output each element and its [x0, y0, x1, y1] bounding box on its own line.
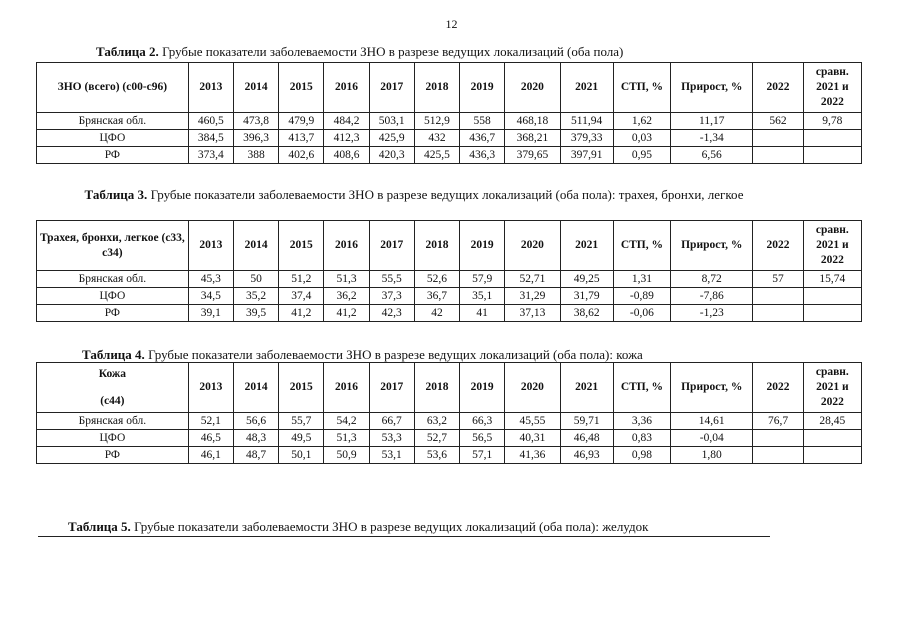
table-cell: 52,71	[505, 271, 560, 288]
table-cell	[753, 147, 803, 164]
column-header: СТП, %	[613, 63, 670, 113]
table-4-caption-text: Грубые показатели заболеваемости ЗНО в разрезе ведущих локализаций (оба пола): кожа	[144, 347, 643, 362]
table-cell: 76,7	[753, 413, 803, 430]
table-row	[37, 430, 862, 447]
table-cell: 397,91	[560, 147, 613, 164]
row-label: РФ	[37, 447, 189, 464]
table-cell: 413,7	[279, 130, 324, 147]
row-label: ЦФО	[37, 430, 189, 447]
table-header-label: Трахея, бронхи, легкое (с33, с34)	[37, 221, 189, 271]
table-2-caption-label: Таблица 2.	[96, 44, 159, 59]
table-3	[36, 220, 862, 322]
column-header: 2013	[188, 363, 233, 413]
column-header: 2013	[188, 221, 233, 271]
table-cell: 6,56	[671, 147, 753, 164]
table-cell: 511,94	[560, 113, 613, 130]
row-label: РФ	[37, 305, 189, 322]
table-cell: 15,74	[803, 271, 861, 288]
column-header: сравн. 2021 и 2022	[803, 363, 861, 413]
column-header: Прирост, %	[671, 63, 753, 113]
table-5-caption-text: Грубые показатели заболеваемости ЗНО в разрезе ведущих локализаций (оба пола): желудок	[130, 519, 649, 534]
table-cell: 46,48	[560, 430, 613, 447]
table-cell: 46,93	[560, 447, 613, 464]
table-row	[37, 271, 862, 288]
table-2-caption	[96, 44, 623, 60]
column-header: сравн. 2021 и 2022	[803, 221, 861, 271]
column-header: 2016	[324, 363, 369, 413]
table-cell: 37,3	[369, 288, 414, 305]
table-cell: 412,3	[324, 130, 369, 147]
table-cell	[803, 430, 861, 447]
table-cell: 3,36	[613, 413, 670, 430]
table-3-caption	[44, 187, 784, 202]
table-cell: -0,04	[671, 430, 753, 447]
column-header: 2016	[324, 221, 369, 271]
table-cell: 52,7	[414, 430, 459, 447]
table-cell	[803, 305, 861, 322]
row-label: ЦФО	[37, 130, 189, 147]
table-cell: 0,03	[613, 130, 670, 147]
table-header-label	[37, 363, 189, 413]
table-cell: 55,7	[279, 413, 324, 430]
table-cell: 0,95	[613, 147, 670, 164]
table-cell: 57,1	[460, 447, 505, 464]
table-cell: 42,3	[369, 305, 414, 322]
table-cell: -1,34	[671, 130, 753, 147]
table-cell: 11,17	[671, 113, 753, 130]
table-cell: 34,5	[188, 288, 233, 305]
table-cell: 368,21	[505, 130, 560, 147]
table-3-caption-text: Грубые показатели заболеваемости ЗНО в разрезе ведущих локализаций (оба пола): трахея, бронхи, легкое	[147, 187, 744, 202]
table-cell: 562	[753, 113, 803, 130]
table-cell	[803, 147, 861, 164]
table-cell: 484,2	[324, 113, 369, 130]
table-cell: 28,45	[803, 413, 861, 430]
table-cell: 45,55	[505, 413, 560, 430]
table-cell: 48,3	[233, 430, 278, 447]
table-cell: 39,5	[233, 305, 278, 322]
table-cell	[753, 288, 803, 305]
column-header: Прирост, %	[671, 363, 753, 413]
column-header: 2018	[414, 63, 459, 113]
table-cell: 41,36	[505, 447, 560, 464]
table-4-caption-label: Таблица 4.	[82, 347, 145, 362]
table-row	[37, 447, 862, 464]
table-row	[37, 147, 862, 164]
table-cell: 432	[414, 130, 459, 147]
header-label-bottom: (с44)	[100, 394, 125, 407]
column-header: 2020	[505, 63, 560, 113]
table-cell: 56,5	[460, 430, 505, 447]
table-cell: 37,4	[279, 288, 324, 305]
table-cell: 503,1	[369, 113, 414, 130]
table-cell: 35,1	[460, 288, 505, 305]
page-number: 12	[445, 17, 458, 31]
column-header: 2017	[369, 363, 414, 413]
row-label: Брянская обл.	[37, 271, 189, 288]
table-cell: 402,6	[279, 147, 324, 164]
table-cell: 39,1	[188, 305, 233, 322]
table-cell: 49,25	[560, 271, 613, 288]
table-3-caption-label: Таблица 3.	[84, 187, 148, 202]
header-label-top: Кожа	[98, 367, 127, 380]
table-cell: 52,6	[414, 271, 459, 288]
table-cell: 57,9	[460, 271, 505, 288]
table-row	[37, 413, 862, 430]
table-cell: 38,62	[560, 305, 613, 322]
column-header: 2016	[324, 63, 369, 113]
table-cell: 53,1	[369, 447, 414, 464]
table-4	[36, 362, 862, 464]
table-cell: 51,3	[324, 271, 369, 288]
table-5-caption-label: Таблица 5.	[68, 519, 131, 534]
table-cell: 41,2	[324, 305, 369, 322]
table-cell: 1,62	[613, 113, 670, 130]
table-cell: 379,33	[560, 130, 613, 147]
table-cell: 425,9	[369, 130, 414, 147]
column-header: Прирост, %	[671, 221, 753, 271]
table-cell: 8,72	[671, 271, 753, 288]
table-cell: 1,31	[613, 271, 670, 288]
table-cell: -7,86	[671, 288, 753, 305]
table-cell: 396,3	[233, 130, 278, 147]
table-cell: 50	[233, 271, 278, 288]
column-header: 2019	[460, 363, 505, 413]
column-header: 2019	[460, 63, 505, 113]
table-cell: 41,2	[279, 305, 324, 322]
table-cell	[753, 447, 803, 464]
column-header: 2022	[753, 363, 803, 413]
table-cell: 9,78	[803, 113, 861, 130]
table-cell: -1,23	[671, 305, 753, 322]
column-header: 2019	[460, 221, 505, 271]
table-cell: 425,5	[414, 147, 459, 164]
table-cell: -0,89	[613, 288, 670, 305]
table-5-caption	[68, 519, 648, 535]
table-cell: 52,1	[188, 413, 233, 430]
table-cell: 31,79	[560, 288, 613, 305]
column-header: 2017	[369, 63, 414, 113]
table-cell: 53,3	[369, 430, 414, 447]
table-cell: 408,6	[324, 147, 369, 164]
table-row	[37, 288, 862, 305]
column-header: 2018	[414, 363, 459, 413]
table-cell: 35,2	[233, 288, 278, 305]
table-header-row	[37, 221, 862, 271]
row-label: ЦФО	[37, 288, 189, 305]
column-header: 2013	[188, 63, 233, 113]
column-header: 2021	[560, 363, 613, 413]
column-header: 2022	[753, 63, 803, 113]
table-cell: 379,65	[505, 147, 560, 164]
column-header: 2014	[233, 221, 278, 271]
column-header: 2021	[560, 221, 613, 271]
column-header: 2017	[369, 221, 414, 271]
table-cell: 66,7	[369, 413, 414, 430]
table-cell: 41	[460, 305, 505, 322]
table-cell: 468,18	[505, 113, 560, 130]
table-cell: 460,5	[188, 113, 233, 130]
table-cell: 0,83	[613, 430, 670, 447]
divider	[38, 536, 770, 537]
column-header: 2020	[505, 221, 560, 271]
table-cell: 473,8	[233, 113, 278, 130]
table-cell: 45,3	[188, 271, 233, 288]
table-cell: 48,7	[233, 447, 278, 464]
table-4-caption	[82, 347, 643, 363]
table-cell	[803, 130, 861, 147]
table-cell: 54,2	[324, 413, 369, 430]
table-cell	[753, 130, 803, 147]
table-cell: 40,31	[505, 430, 560, 447]
table-cell: 36,2	[324, 288, 369, 305]
column-header: сравн. 2021 и 2022	[803, 63, 861, 113]
table-cell: -0,06	[613, 305, 670, 322]
table-cell: 63,2	[414, 413, 459, 430]
table-cell: 14,61	[671, 413, 753, 430]
column-header: 2022	[753, 221, 803, 271]
table-cell: 388	[233, 147, 278, 164]
row-label: РФ	[37, 147, 189, 164]
table-cell: 36,7	[414, 288, 459, 305]
table-cell: 56,6	[233, 413, 278, 430]
column-header: 2020	[505, 363, 560, 413]
table-cell: 384,5	[188, 130, 233, 147]
table-cell: 1,80	[671, 447, 753, 464]
table-header-row	[37, 63, 862, 113]
table-cell	[753, 305, 803, 322]
table-cell: 51,3	[324, 430, 369, 447]
table-2-caption-text: Грубые показатели заболеваемости ЗНО в разрезе ведущих локализаций (оба пола)	[158, 44, 624, 59]
column-header: 2015	[279, 221, 324, 271]
table-cell	[753, 430, 803, 447]
table-cell: 46,1	[188, 447, 233, 464]
table-cell: 55,5	[369, 271, 414, 288]
column-header: 2014	[233, 63, 278, 113]
table-row	[37, 305, 862, 322]
table-cell: 46,5	[188, 430, 233, 447]
table-cell: 479,9	[279, 113, 324, 130]
column-header: 2018	[414, 221, 459, 271]
column-header: 2021	[560, 63, 613, 113]
column-header: 2015	[279, 363, 324, 413]
table-cell: 436,3	[460, 147, 505, 164]
table-cell: 50,9	[324, 447, 369, 464]
table-row	[37, 130, 862, 147]
table-cell	[803, 447, 861, 464]
column-header: 2014	[233, 363, 278, 413]
table-header-row	[37, 363, 862, 413]
table-cell: 53,6	[414, 447, 459, 464]
table-cell: 50,1	[279, 447, 324, 464]
table-cell: 420,3	[369, 147, 414, 164]
row-label: Брянская обл.	[37, 413, 189, 430]
table-cell	[803, 288, 861, 305]
table-cell: 31,29	[505, 288, 560, 305]
table-row	[37, 113, 862, 130]
row-label: Брянская обл.	[37, 113, 189, 130]
column-header: СТП, %	[613, 363, 670, 413]
table-cell: 436,7	[460, 130, 505, 147]
table-cell: 512,9	[414, 113, 459, 130]
table-cell: 42	[414, 305, 459, 322]
table-cell: 57	[753, 271, 803, 288]
table-cell: 59,71	[560, 413, 613, 430]
table-cell: 51,2	[279, 271, 324, 288]
table-cell: 558	[460, 113, 505, 130]
table-cell: 373,4	[188, 147, 233, 164]
table-cell: 66,3	[460, 413, 505, 430]
column-header: СТП, %	[613, 221, 670, 271]
table-cell: 49,5	[279, 430, 324, 447]
table-cell: 37,13	[505, 305, 560, 322]
column-header: 2015	[279, 63, 324, 113]
table-cell: 0,98	[613, 447, 670, 464]
table-2	[36, 62, 862, 164]
table-header-label: ЗНО (всего) (с00-с96)	[37, 63, 189, 113]
